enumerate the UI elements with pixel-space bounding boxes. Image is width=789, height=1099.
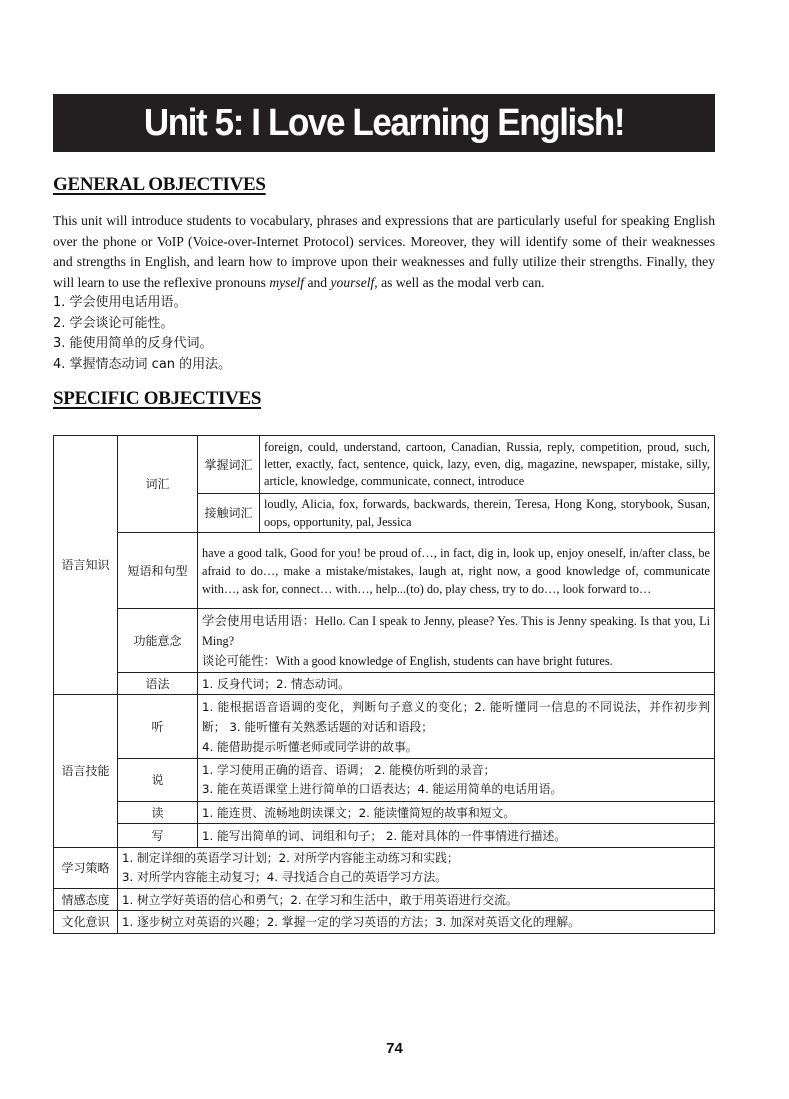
function-line-2: 谈论可能性：With a good knowledge of English, students can have bright futures.	[202, 653, 613, 668]
table-row	[54, 911, 715, 934]
category-language-knowledge: 语言知识	[54, 436, 118, 695]
label-writing: 写	[118, 824, 198, 848]
label-speaking: 说	[118, 759, 198, 802]
attitude: 1. 树立学好英语的信心和勇气；2. 在学习和生活中，敢于用英语进行交流。	[118, 889, 715, 911]
category-vocabulary: 词汇	[118, 436, 198, 533]
speaking-line-1: 1. 学习使用正确的语音、语调； 2. 能模仿听到的录音；	[202, 763, 496, 777]
category-learning-strategy: 学习策略	[54, 848, 118, 889]
label-phrases: 短语和句型	[118, 533, 198, 609]
category-culture: 文化意识	[54, 911, 118, 934]
label-master-words: 掌握词汇	[198, 436, 260, 494]
table-row	[54, 848, 715, 889]
table-row	[54, 802, 715, 824]
culture: 1. 逐步树立对英语的兴趣；2. 掌握一定的学习英语的方法；3. 加深对英语文化的理解。	[118, 911, 715, 934]
label-listening: 听	[118, 695, 198, 759]
general-objectives-heading: GENERAL OBJECTIVES	[53, 174, 266, 195]
table-row	[54, 889, 715, 911]
strategy-line-1: 1. 制定详细的英语学习计划；2. 对所学内容能主动练习和实践；	[122, 851, 459, 865]
phrases: have a good talk, Good for you! be proud of…, in fact, dig in, look up, enjoy oneself, in/after class, be afraid to do…, make a mistake/mistakes, laugh at, right now, a good knowledge of, communicate with…, ask for, connect… with…, help...(to) do, play chess, try to do…, look forward to…	[198, 533, 715, 609]
page-number: 74	[386, 1040, 403, 1057]
general-objectives-list	[53, 293, 715, 375]
learning-strategy	[118, 848, 715, 889]
label-contact-words: 接触词汇	[198, 494, 260, 533]
specific-objectives-table	[53, 435, 715, 934]
speaking-line-2: 3. 能在英语课堂上进行简单的口语表达；4. 能运用简单的电话用语。	[202, 782, 563, 796]
list-item: 1. 学会使用电话用语。	[53, 295, 187, 310]
label-function: 功能意念	[118, 609, 198, 673]
listening-line-1: 1. 能根据语音语调的变化，判断句子意义的变化；2. 能听懂同一信息的不同说法，并作初步判断； 3. 能听懂有关熟悉话题的对话和语段；	[202, 699, 710, 734]
list-item: 2. 学会谈论可能性。	[53, 315, 174, 331]
specific-objectives-heading: SPECIFIC OBJECTIVES	[53, 388, 262, 409]
grammar: 1. 反身代词；2. 情态动词。	[198, 673, 715, 695]
table-row	[54, 759, 715, 802]
intro-yourself: yourself	[330, 274, 375, 290]
strategy-line-2: 3. 对所学内容能主动复习；4. 寻找适合自己的英语学习方法。	[122, 870, 447, 884]
contact-words: loudly, Alicia, fox, forwards, backwards, therein, Teresa, Hong Kong, storybook, Susan, oops, opportunity, pal, Jessica	[260, 494, 715, 533]
speaking	[198, 759, 715, 802]
category-language-skills: 语言技能	[54, 695, 118, 848]
intro-myself: myself	[269, 274, 305, 290]
table-row	[54, 609, 715, 673]
table-row	[54, 436, 715, 494]
unit-title-banner	[53, 94, 715, 152]
table-row	[54, 695, 715, 759]
reading: 1. 能连贯、流畅地朗读课文；2. 能读懂简短的故事和短文。	[198, 802, 715, 824]
master-words: foreign, could, understand, cartoon, Canadian, Russia, reply, competition, proud, such, letter, exactly, fact, sentence, quick, lazy, even, dig, magazine, newspaper, mistake, silly, article, knowledge, communicate, connect, introduce	[260, 436, 715, 494]
function-line-1: 学会使用电话用语：Hello. Can I speak to Jenny, please? Yes. This is Jenny speaking. Is that you, Li Ming?	[202, 613, 710, 648]
writing: 1. 能写出简单的词、词组和句子； 2. 能对具体的一件事情进行描述。	[198, 824, 715, 848]
label-reading: 读	[118, 802, 198, 824]
intro-end: , as well as the modal verb can.	[374, 274, 545, 290]
intro-text: This unit will introduce students to vocabulary, phrases and expressions that are particularly useful for speaking English over the phone or VoIP (Voice-over-Internet Protocol) services. Moreover, they will identify some of their weaknesses and strengths in English, and learn how to improve upon their weaknesses and fully utilize their strengths. Finally, they will learn to use the reflexive pronouns	[53, 213, 715, 290]
listening	[198, 695, 715, 759]
listening-line-2: 4. 能借助提示听懂老师或同学讲的故事。	[202, 739, 418, 754]
general-objectives-paragraph	[53, 211, 715, 293]
table-row	[54, 824, 715, 848]
function-notions	[198, 609, 715, 673]
list-item: 4. 掌握情态动词 can 的用法。	[53, 356, 232, 372]
list-item: 3. 能使用简单的反身代词。	[53, 336, 213, 351]
table-row	[54, 533, 715, 609]
category-attitude: 情感态度	[54, 889, 118, 911]
table-row	[54, 673, 715, 695]
unit-title: Unit 5: I Love Learning English!	[143, 101, 625, 144]
intro-and: and	[304, 274, 331, 290]
label-grammar: 语法	[118, 673, 198, 695]
